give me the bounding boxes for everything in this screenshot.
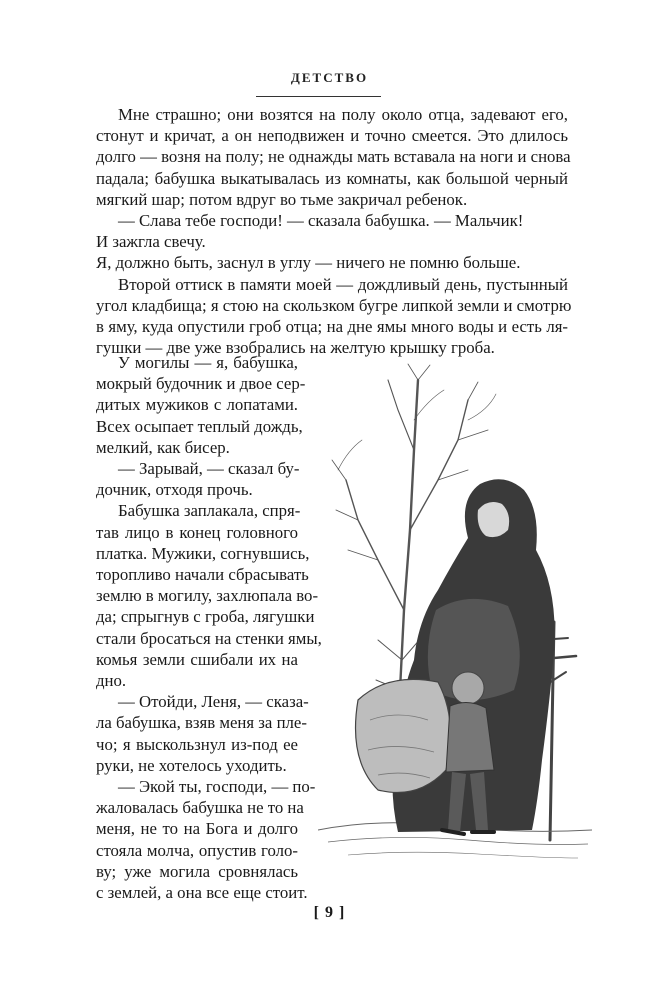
text-line: мелкий, как бисер. — [96, 437, 230, 457]
paragraph — [96, 252, 568, 273]
text-line: угол кладбища; я стою на скользком бугре липкой земли и смотрю — [96, 295, 572, 315]
paragraph — [96, 776, 316, 903]
text-line: стояла молча, опустив голо- — [96, 840, 298, 860]
text-line: мокрый будочник и двое сер- — [96, 374, 306, 394]
text-line: дочник, отходя прочь. — [96, 480, 253, 500]
paragraph — [96, 458, 298, 500]
text-line: ла бабушка, взяв меня за пле- — [96, 713, 307, 733]
paragraph — [96, 352, 306, 458]
body-text-narrow — [96, 352, 322, 903]
text-line: Я, должно быть, заснул в углу — ничего не помню больше. — [96, 253, 521, 273]
text-line: — Экой ты, господи, — по- — [118, 777, 316, 797]
text-line: чо; я выскользнул из-под ее — [96, 734, 298, 754]
text-line: да; спрыгнув с гроба, лягушки — [96, 607, 315, 627]
text-line: И зажгла свечу. — [96, 232, 206, 252]
text-line: руки, не хотелось уходить. — [96, 755, 287, 775]
paragraph — [96, 500, 322, 691]
text-line: дитых мужиков с лопатами. — [96, 395, 298, 415]
page-number: [ 9 ] — [313, 904, 346, 921]
paragraph — [96, 231, 568, 252]
text-line: — Слава тебе господи! — сказала бабушка. — Мальчик! — [118, 211, 524, 231]
text-line: стонут и кричат, а он неподвижен и точно смеется. Это длилось — [96, 126, 568, 146]
paragraph — [96, 104, 571, 210]
text-line: меня, не то на Бога и долго — [96, 819, 298, 839]
text-line: У могилы — я, бабушка, — [118, 353, 298, 372]
text-line: платка. Мужики, согнувшись, — [96, 543, 310, 563]
text-line: с землей, а она все еще стоит. — [96, 883, 308, 903]
text-line: падала; бабушка выкатывалась из комнаты, как большой черный — [96, 168, 568, 188]
illustration-grandmother-and-boy — [318, 360, 592, 880]
paragraph — [96, 210, 568, 231]
text-line: ву; уже могила сровнялась — [96, 861, 298, 881]
paragraph — [96, 691, 309, 776]
text-line: Мне страшно; они возятся на полу около отца, задевают его, — [118, 105, 568, 124]
paragraph — [96, 274, 572, 359]
text-line: мягкий шар; потом вдруг во тьме закричал ребенок. — [96, 189, 468, 209]
text-line: тав лицо в конец головного — [96, 522, 298, 542]
text-line: долго — возня на полу; не однажды мать вставала на ноги и снова — [96, 147, 571, 167]
text-line: в яму, куда опустили гроб отца; на дне ямы много воды и есть ля- — [96, 317, 568, 337]
text-line: Всех осыпает теплый дождь, — [96, 416, 303, 436]
text-line: стали бросаться на стенки ямы, — [96, 628, 322, 648]
running-head: ДЕТСТВО — [290, 70, 369, 85]
text-line: землю в могилу, захлюпала во- — [96, 586, 319, 606]
text-line: Бабушка заплакала, спря- — [118, 501, 301, 521]
text-line: гушки — две уже взобрались на желтую крышку гроба. — [96, 338, 495, 358]
text-line: Второй оттиск в памяти моей — дождливый день, пустынный — [118, 274, 568, 294]
text-line: жаловалась бабушка не то на — [96, 798, 304, 818]
text-line: — Зарывай, — сказал бу- — [118, 459, 300, 479]
text-line: торопливо начали сбрасывать — [96, 565, 309, 585]
text-line: комья земли сшибали их на — [96, 649, 298, 669]
text-line: дно. — [96, 671, 127, 691]
body-text-full — [96, 104, 572, 358]
running-head-rule — [256, 96, 381, 97]
text-line: — Отойди, Леня, — сказа- — [118, 692, 309, 712]
